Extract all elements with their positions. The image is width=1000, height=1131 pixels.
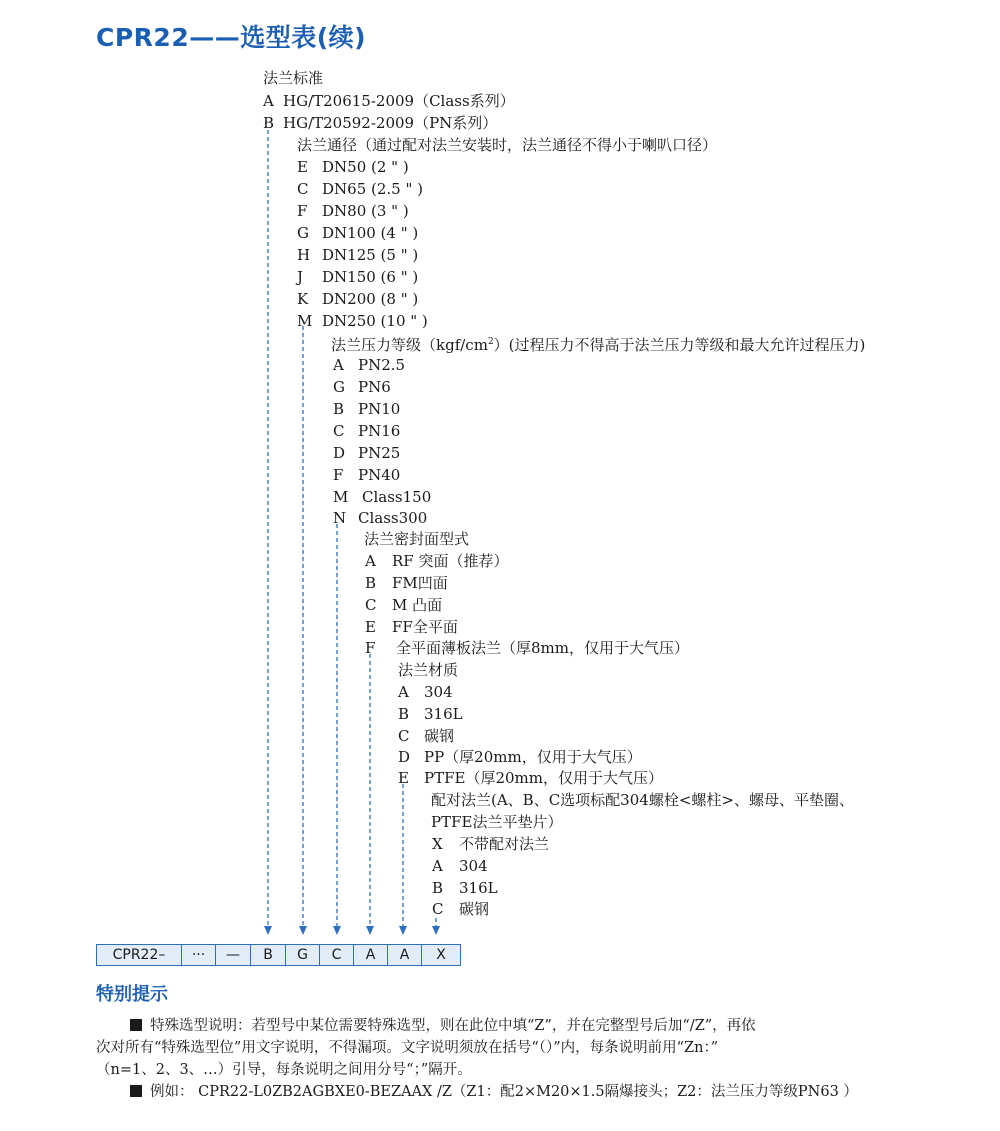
option-code: E	[398, 769, 409, 787]
option-code: X	[432, 835, 443, 853]
option-code: G	[333, 378, 345, 396]
option-label: PN10	[358, 400, 401, 418]
option-label: 碳钢	[459, 900, 490, 918]
option-code: A	[263, 92, 274, 110]
arrow-head	[432, 926, 440, 935]
option-label: HG/T20615-2009（Class系列）	[283, 92, 515, 110]
option-code: G	[297, 224, 309, 242]
option-code: K	[297, 290, 309, 308]
option-code: D	[398, 748, 411, 766]
option-code: C	[398, 727, 410, 745]
option-code: A	[432, 857, 443, 875]
option-code: B	[398, 705, 410, 723]
option-label: FM凹面	[392, 574, 448, 592]
arrow-head	[399, 926, 407, 935]
square-bullet-icon	[130, 1019, 142, 1031]
arrow-head	[264, 926, 272, 935]
option-code: C	[365, 596, 377, 614]
option-label: 碳钢	[424, 727, 455, 745]
option-code: M	[333, 488, 349, 506]
option-label: 304	[459, 857, 488, 875]
mating-flange-heading: 配对法兰(A、B、C选项标配304螺栓<螺柱>、螺母、平垫圈、	[431, 791, 854, 809]
option-code: E	[297, 158, 308, 176]
code-cell-flange-diameter: G	[286, 945, 320, 965]
flange-standard-heading: 法兰标准	[263, 69, 324, 87]
option-code: A	[365, 552, 376, 570]
arrow-head	[366, 926, 374, 935]
option-label: 316L	[424, 705, 463, 723]
option-label: DN200 (8 " )	[322, 290, 419, 308]
code-cell-model-prefix: CPR22–	[97, 945, 182, 965]
special-note-example: 例如： CPR22-L0ZB2AGBXE0-BEZAAX /Z（Z1：配2×M20×1.5隔爆接头；Z2：法兰压力等级PN63 ）	[96, 1081, 858, 1103]
special-note-line: 次对所有“特殊选型位”用文字说明，不得漏项。文字说明须放在括号“（）”内，每条说明前用“Zn：”	[96, 1040, 719, 1056]
option-code: B	[333, 400, 345, 418]
special-note-line: 特殊选型说明：若型号中某位需要特殊选型，则在此位中填“Z”，并在完整型号后加“/Z”，再依	[96, 1015, 756, 1037]
option-code: F	[365, 639, 376, 657]
option-label: DN65 (2.5 " )	[322, 180, 424, 198]
option-label: 316L	[459, 879, 498, 897]
option-label: PTFE（厚20mm，仅用于大气压）	[424, 769, 663, 787]
code-cell-ellipsis: ···	[182, 945, 216, 965]
option-code: A	[333, 356, 344, 374]
option-code: H	[297, 246, 311, 264]
option-code: E	[365, 618, 376, 636]
square-bullet-icon	[130, 1085, 142, 1097]
option-code: B	[263, 114, 275, 132]
option-label: DN150 (6 " )	[322, 268, 419, 286]
flange-pressure-heading: 法兰压力等级$(kgf/cm^2)$(过程压力不得高于法兰压力等级和最大允许过程压力)	[331, 336, 866, 354]
option-code: D	[333, 444, 346, 462]
flange-diameter-heading: 法兰通径（通过配对法兰安装时，法兰通径不得小于喇叭口径）	[297, 136, 718, 154]
code-cell-flange-seal: A	[354, 945, 388, 965]
code-cell-flange-material: A	[388, 945, 422, 965]
option-label: PN25	[358, 444, 401, 462]
special-note-heading: 特别提示	[96, 984, 168, 1005]
option-code: F	[333, 466, 344, 484]
option-code: A	[398, 683, 409, 701]
option-label: DN250 (10 " )	[322, 312, 428, 330]
special-note-line: （n=1、2、3、…）引导，每条说明之间用分号“；”隔开。	[96, 1062, 472, 1078]
option-label: 304	[424, 683, 453, 701]
option-code: F	[297, 202, 308, 220]
option-label: PN16	[358, 422, 401, 440]
option-label: PP（厚20mm，仅用于大气压）	[424, 748, 642, 766]
option-code: B	[365, 574, 377, 592]
code-cell-flange-pressure: C	[320, 945, 354, 965]
arrow-head	[299, 926, 307, 935]
option-code: B	[432, 879, 444, 897]
option-label: 全平面薄板法兰（厚8mm，仅用于大气压）	[396, 639, 689, 657]
option-label: PN40	[358, 466, 401, 484]
option-code: C	[333, 422, 345, 440]
option-code: C	[297, 180, 309, 198]
arrow-head	[333, 926, 341, 935]
option-label: PN2.5	[358, 356, 406, 374]
option-label: PN6	[358, 378, 391, 396]
option-label: Class150	[362, 488, 432, 506]
option-label: M 凸面	[392, 596, 443, 614]
option-label: RF 突面（推荐）	[392, 552, 509, 570]
option-label: HG/T20592-2009（PN系列）	[283, 114, 498, 132]
flange-seal-heading: 法兰密封面型式	[364, 530, 470, 548]
option-label: DN80 (3 " )	[322, 202, 409, 220]
option-code: C	[432, 900, 444, 918]
model-code-row	[96, 944, 461, 966]
mating-flange-heading-cont: PTFE法兰平垫片）	[431, 813, 563, 831]
option-code: N	[333, 509, 347, 527]
option-label: DN50 (2 " )	[322, 158, 409, 176]
option-label: DN125 (5 " )	[322, 246, 419, 264]
option-label: Class300	[358, 509, 428, 527]
code-cell-mating-flange: X	[436, 947, 446, 963]
page-title: CPR22——选型表(续)	[96, 23, 367, 52]
option-code: J	[297, 268, 304, 286]
option-label: DN100 (4 " )	[322, 224, 419, 242]
option-label: FF全平面	[392, 618, 458, 636]
flange-material-heading: 法兰材质	[398, 661, 459, 679]
code-cell-flange-standard: B	[251, 945, 286, 965]
option-label: 不带配对法兰	[459, 835, 550, 853]
option-code: M	[297, 312, 313, 330]
code-cell-dash: —	[216, 945, 251, 965]
